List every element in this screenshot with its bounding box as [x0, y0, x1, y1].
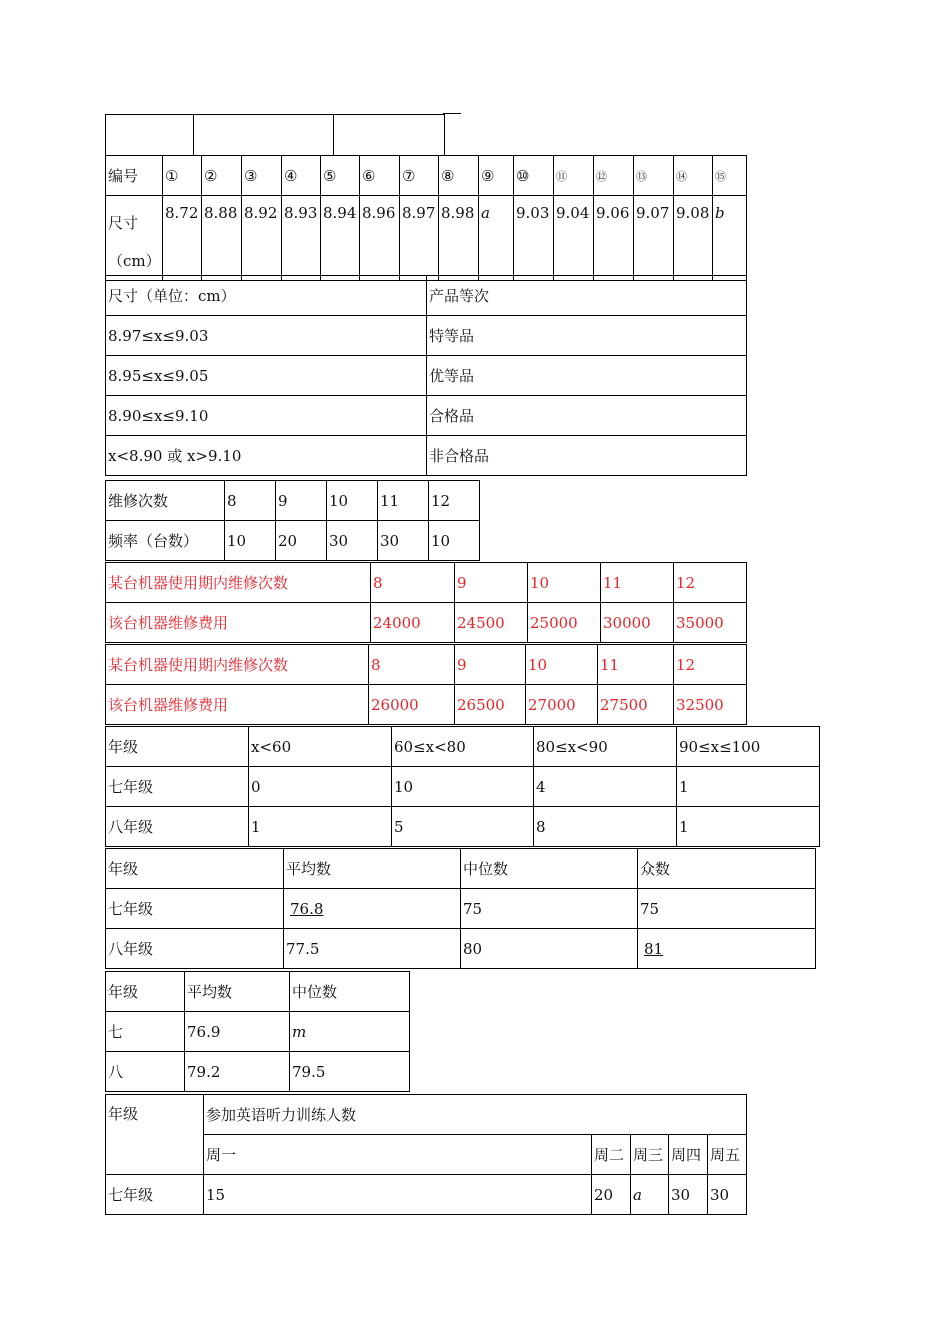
item-number: ⑦	[400, 156, 439, 196]
avg-grade: 七	[106, 1012, 185, 1052]
cost-count: 9	[455, 563, 528, 603]
size-value: 8.98	[439, 196, 479, 281]
stats-mean-cell	[284, 889, 461, 929]
stats-mode-cell	[638, 929, 816, 969]
score-count: 5	[392, 807, 534, 847]
listening-row-label: 七年级	[106, 1175, 204, 1215]
cost-count: 10	[526, 645, 598, 685]
cost-label: 该台机器维修费用	[106, 603, 371, 643]
size-value: 9.06	[594, 196, 634, 281]
repair-count-label: 维修次数	[106, 481, 225, 521]
cost-value: 24000	[371, 603, 455, 643]
item-number: ⑨	[479, 156, 514, 196]
listening-day: 周五	[708, 1135, 747, 1175]
grades-header-level: 产品等次	[427, 276, 747, 316]
avg-grade: 八	[106, 1052, 185, 1092]
score-count: 8	[534, 807, 677, 847]
stub-cell	[334, 115, 445, 156]
grade-range: 8.97≤x≤9.03	[106, 316, 427, 356]
item-number: ③	[242, 156, 282, 196]
score-count: 1	[677, 807, 820, 847]
item-number: ⑬	[634, 156, 674, 196]
listening-title: 参加英语听力训练人数	[204, 1095, 747, 1135]
repair-count: 10	[327, 481, 378, 521]
grade-level: 优等品	[427, 356, 747, 396]
stats-table	[105, 848, 816, 969]
grade-range: 8.90≤x≤9.10	[106, 396, 427, 436]
stats-header: 中位数	[461, 849, 638, 889]
score-header: 90≤x≤100	[677, 727, 820, 767]
score-header: 80≤x<90	[534, 727, 677, 767]
grade-range: 8.95≤x≤9.05	[106, 356, 427, 396]
listening-value: a	[631, 1175, 669, 1215]
item-number: ④	[282, 156, 321, 196]
size-value: a	[479, 196, 514, 281]
grade-level: 特等品	[427, 316, 747, 356]
cost-value: 26500	[455, 685, 526, 725]
grades-header-size: 尺寸（单位：cm）	[106, 276, 427, 316]
size-unit: （cm）	[108, 252, 161, 270]
avg-header: 平均数	[185, 972, 290, 1012]
listening-value: 20	[592, 1175, 631, 1215]
stats-grade: 七年级	[106, 889, 284, 929]
size-value: 8.94	[321, 196, 360, 281]
listening-day: 周二	[592, 1135, 631, 1175]
item-number: ⑩	[514, 156, 554, 196]
score-grade: 八年级	[106, 807, 249, 847]
frequency-value: 10	[225, 521, 276, 561]
avg-mean: 79.2	[185, 1052, 290, 1092]
cost-value: 26000	[369, 685, 455, 725]
cost-value: 27000	[526, 685, 598, 725]
repair-cost-table-b	[105, 644, 747, 725]
grade-level: 合格品	[427, 396, 747, 436]
repair-count: 11	[378, 481, 429, 521]
frequency-label: 频率（台数）	[106, 521, 225, 561]
divider-line	[443, 113, 461, 114]
avg-mean: 76.9	[185, 1012, 290, 1052]
item-number: ①	[163, 156, 202, 196]
stub-cell	[194, 115, 334, 156]
cost-count: 11	[598, 645, 674, 685]
cost-count: 12	[674, 563, 747, 603]
cost-count: 11	[601, 563, 674, 603]
score-grade: 七年级	[106, 767, 249, 807]
frequency-value: 30	[378, 521, 429, 561]
frequency-value: 30	[327, 521, 378, 561]
repair-count: 8	[225, 481, 276, 521]
frequency-value: 20	[276, 521, 327, 561]
avg-median: 79.5	[290, 1052, 410, 1092]
cost-count: 9	[455, 645, 526, 685]
stats-header: 年级	[106, 849, 284, 889]
score-count: 10	[392, 767, 534, 807]
size-value: 8.97	[400, 196, 439, 281]
cost-count: 8	[369, 645, 455, 685]
grades-table	[105, 275, 747, 476]
cost-value: 30000	[601, 603, 674, 643]
cost-count-label: 某台机器使用期内维修次数	[106, 563, 371, 603]
number-label: 编号	[106, 156, 163, 196]
item-number: ⑫	[594, 156, 634, 196]
repair-count: 12	[429, 481, 480, 521]
listening-grade-label: 年级	[106, 1095, 204, 1175]
listening-value: 30	[669, 1175, 708, 1215]
repair-count: 9	[276, 481, 327, 521]
item-number: ⑥	[360, 156, 400, 196]
item-number: ⑮	[713, 156, 747, 196]
size-value: 8.72	[163, 196, 202, 281]
stats-median: 75	[461, 889, 638, 929]
listening-day: 周三	[631, 1135, 669, 1175]
score-count: 1	[249, 807, 392, 847]
stats-header: 平均数	[284, 849, 461, 889]
score-header: 年级	[106, 727, 249, 767]
size-value: 8.96	[360, 196, 400, 281]
listening-day: 周一	[204, 1135, 592, 1175]
grade-level: 非合格品	[427, 436, 747, 476]
frequency-value: 10	[429, 521, 480, 561]
header-stub-table	[105, 114, 445, 156]
stats-mode: 81	[644, 939, 664, 958]
item-number: ⑪	[554, 156, 594, 196]
score-count: 4	[534, 767, 677, 807]
listening-value: 15	[204, 1175, 592, 1215]
avg-header: 中位数	[290, 972, 410, 1012]
item-number: ②	[202, 156, 242, 196]
avg-header: 年级	[106, 972, 185, 1012]
stats-mode: 75	[638, 889, 816, 929]
stats-header: 众数	[638, 849, 816, 889]
size-value: 9.07	[634, 196, 674, 281]
score-distribution-table	[105, 726, 820, 847]
avg-median: m	[290, 1012, 410, 1052]
score-count: 0	[249, 767, 392, 807]
size-value: 9.08	[674, 196, 713, 281]
size-value: 8.88	[202, 196, 242, 281]
avg-median-table	[105, 971, 410, 1092]
score-header: 60≤x<80	[392, 727, 534, 767]
repair-cost-table-a	[105, 562, 747, 643]
cost-value: 35000	[674, 603, 747, 643]
stats-mean: 76.8	[290, 899, 324, 918]
size-value: 8.92	[242, 196, 282, 281]
listening-value: 30	[708, 1175, 747, 1215]
cost-count: 10	[528, 563, 601, 603]
item-number: ⑧	[439, 156, 479, 196]
cost-count: 8	[371, 563, 455, 603]
score-count: 1	[677, 767, 820, 807]
listening-day: 周四	[669, 1135, 708, 1175]
size-value: b	[713, 196, 747, 281]
cost-value: 27500	[598, 685, 674, 725]
size-label	[106, 196, 163, 281]
size-label-text: 尺寸	[108, 214, 139, 232]
sizes-table	[105, 155, 747, 281]
stats-mean: 77.5	[284, 929, 461, 969]
cost-count: 12	[674, 645, 747, 685]
grade-range: x<8.90 或 x>9.10	[106, 436, 427, 476]
size-value: 9.04	[554, 196, 594, 281]
cost-label: 该台机器维修费用	[106, 685, 369, 725]
listening-table	[105, 1094, 747, 1215]
cost-value: 24500	[455, 603, 528, 643]
item-number: ⑭	[674, 156, 713, 196]
score-header: x<60	[249, 727, 392, 767]
item-number: ⑤	[321, 156, 360, 196]
stats-grade: 八年级	[106, 929, 284, 969]
cost-count-label: 某台机器使用期内维修次数	[106, 645, 369, 685]
stub-cell	[106, 115, 194, 156]
size-value: 8.93	[282, 196, 321, 281]
size-value: 9.03	[514, 196, 554, 281]
repair-frequency-table	[105, 480, 480, 561]
cost-value: 32500	[674, 685, 747, 725]
cost-value: 25000	[528, 603, 601, 643]
stats-median: 80	[461, 929, 638, 969]
